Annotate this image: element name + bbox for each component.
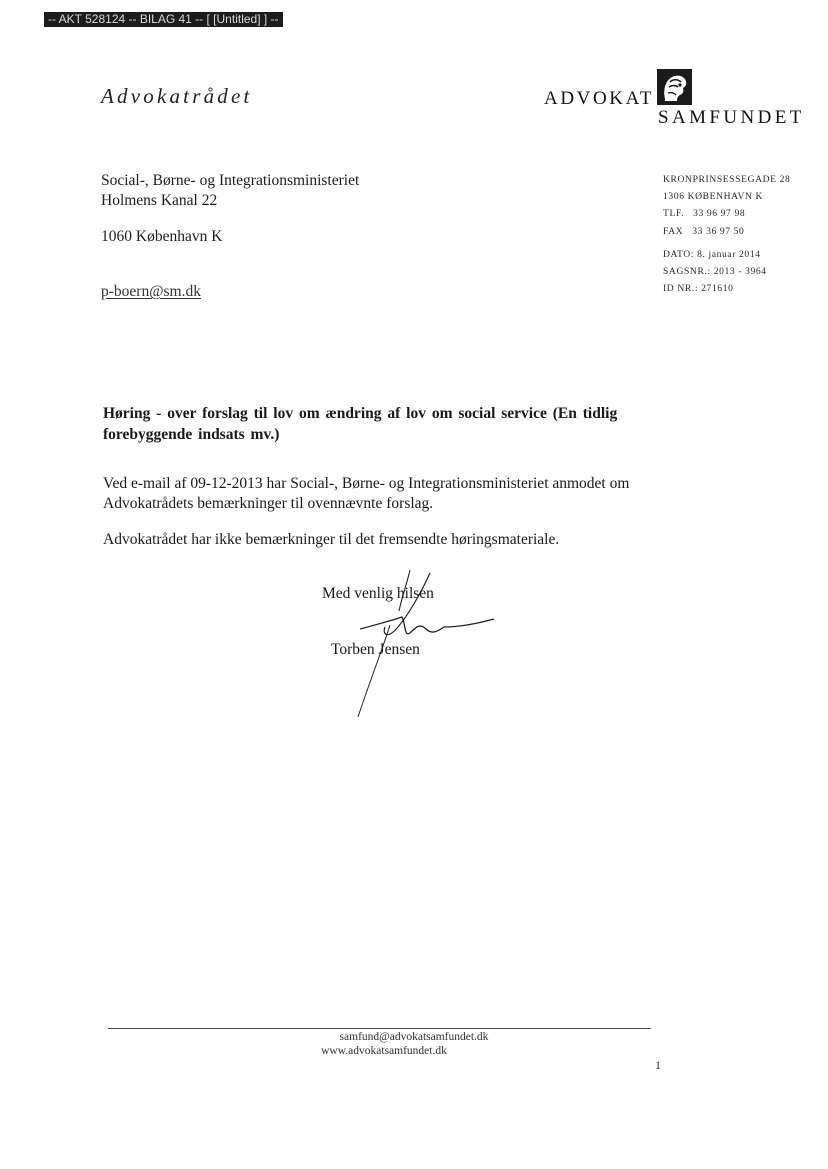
letter-subject: Høring - over forslag til lov om ændring af lov om social service (En tidlig forebyggende indsats mv.)	[103, 405, 618, 443]
footer-divider	[108, 1028, 651, 1029]
case-number: SAGSNR.: 2013 - 3964	[663, 266, 767, 278]
id-number: ID NR.: 271610	[663, 283, 734, 295]
recipient-city: 1060 København K	[101, 228, 223, 245]
recipient-street: Holmens Kanal 22	[101, 192, 218, 209]
advokatsamfundet-logo-icon	[656, 68, 693, 106]
council-name: Advokatrådet	[101, 84, 253, 108]
sender-phone: TLF. 33 96 97 98	[663, 208, 746, 220]
footer-website-link[interactable]: www.advokatsamfundet.dk	[321, 1045, 447, 1057]
recipient-address	[101, 171, 359, 211]
recipient-email-link[interactable]: p-boern@sm.dk	[101, 283, 201, 300]
body-paragraph-2: Advokatrådet har ikke bemærkninger til det fremsendte høringsmateriale.	[103, 531, 560, 548]
brand-name-line2: SAMFUNDET	[658, 107, 805, 128]
sender-info-block	[663, 171, 790, 297]
body-paragraph-1: Ved e-mail af 09-12-2013 har Social-, Børne- og Integrationsministeriet anmodet om Advokatrådets bemærkninger til ovennævnte forslag.	[103, 475, 630, 512]
document-stamp: -- AKT 528124 -- BILAG 41 -- [ [Untitled] ] --	[44, 12, 283, 27]
brand-name-line1: ADVOKAT	[544, 88, 655, 109]
letter-date: DATO: 8. januar 2014	[663, 248, 761, 260]
footer-email-link[interactable]: samfund@advokatsamfundet.dk	[339, 1031, 489, 1043]
page-number: 1	[655, 1058, 661, 1072]
sender-street: KRONPRINSESSEGADE 28	[663, 174, 791, 185]
sender-fax: FAX 33 36 97 50	[663, 225, 745, 237]
signer-name: Torben Jensen	[331, 641, 420, 658]
closing-salutation: Med venlig hilsen	[322, 585, 434, 602]
recipient-ministry: Social-, Børne- og Integrationsministeriet	[101, 172, 360, 189]
sender-city: 1306 KØBENHAVN K	[663, 191, 764, 203]
